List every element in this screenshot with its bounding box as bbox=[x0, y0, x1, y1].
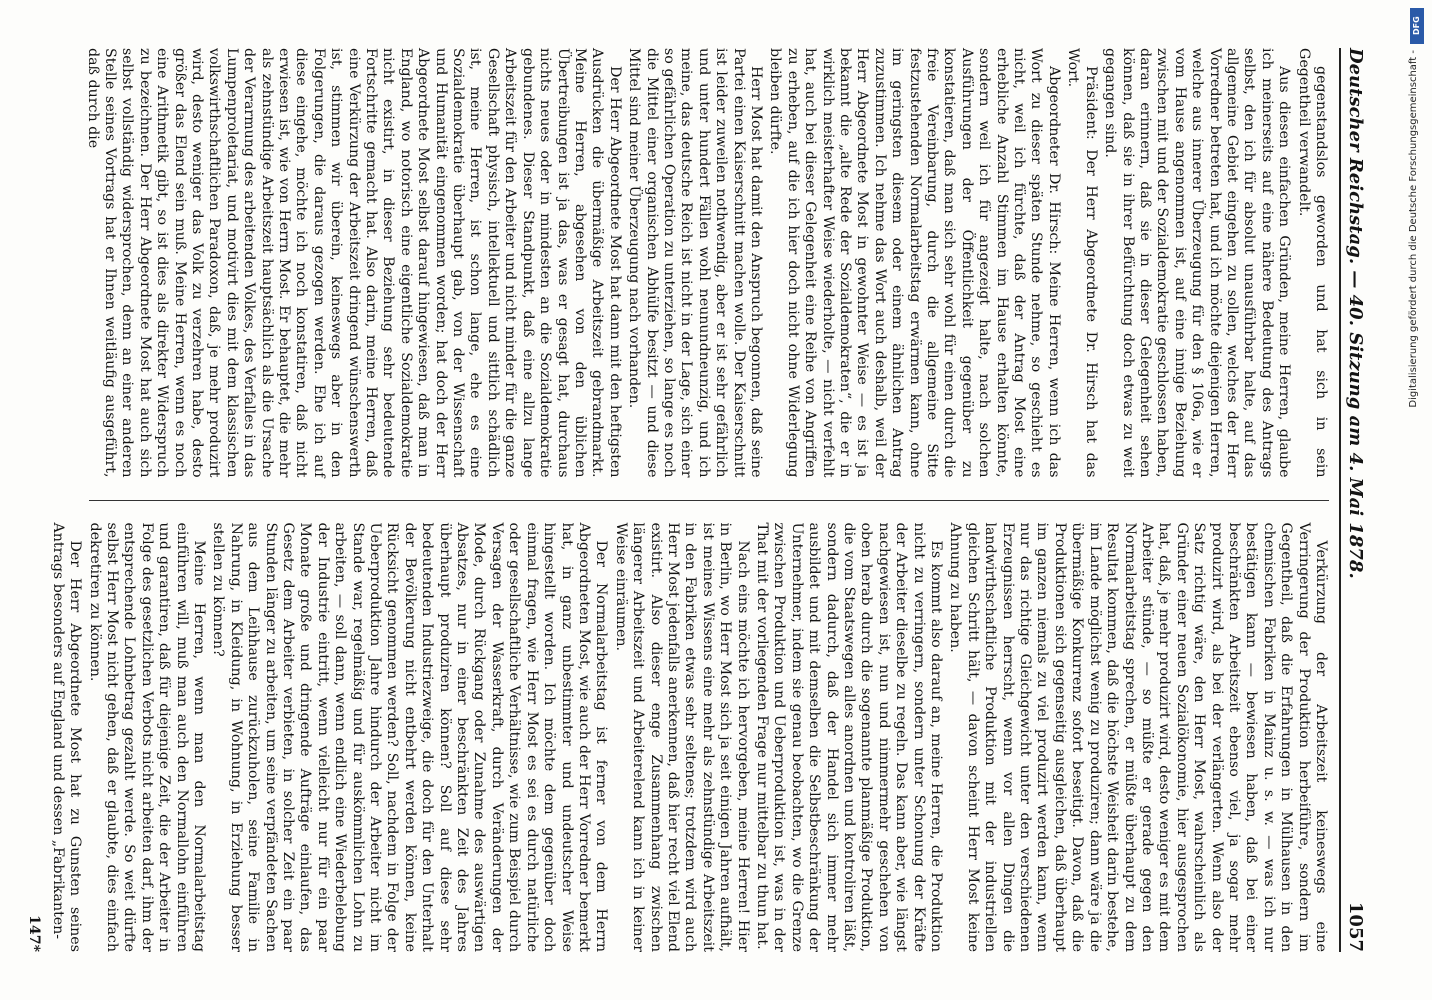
right-column bbox=[26, 522, 1329, 953]
paragraph: Herr Most hat damit den Anspruch begonnen, daß seine Partei einen Kaiserschnitt machen wolle. Der Kaiserschnitt ist leider zuweilen nothwendig, aber er ist sehr gefährlich und unter hundert Fällen wohl neunundneunzig, und ich meine, das deutsche Reich ist nicht in der Lage, sich einer so gefährlichen Operation zu unterziehen, so lange es noch die Mittel einer organischen Abhülfe besitzt — und diese Mittel sind meiner Überzeugung nach vorhanden. bbox=[626, 48, 764, 478]
paragraph: Der Herr Abgeordnete Most hat dann mit den heftigsten Ausdrücken die übermäßige Arbeitszeit gebrandmarkt. Meine Herren, abgesehen von den üblichen Übertreibungen ist ja das, was er gesagt hat, durchaus nichts neues oder in mindesten an die Sozialdemokratie gebundenes. Dieser Standpunkt, daß eine allzu lange Arbeitszeit für den Arbeiter und nicht minder für die ganze Gesellschaft physisch, intellektuell und sittlich schädlich ist, meine Herren, ist schon lange, ehe es eine Sozialdemokratie überhaupt gab, von der Wissenschaft und Humanität eingenommen worden; hat doch der Herr Abgeordnete Most selbst darauf hingewiesen, daß man in England, wo notorisch eine eigentliche Sozialdemokratie nicht existirt, in dieser Beziehung sehr bedeutende Fortschritte gemacht hat. Also darin, meine Herren, daß eine Verkürzung der Arbeitszeit dringend wünschenswerth ist, stimmen wir überein, keineswegs aber in den Folgerungen, die daraus gezogen werden. Ehe ich auf diese eingehe, möchte ich noch konstatiren, daß nicht erwiesen ist, wie von Herrn Most. Er behauptet, die mehr als zehnstündige Arbeitszeit hauptsächlich als die Ursache der Verarmung des arbeitenden Volkes, des Verfalles in das Lumpenproletariat, und motivirt dies mit dem klassischen volkswirthschaftlichen Paradoxon, daß, je mehr produzirt wird, desto weniger das Volk zu verzehren habe, desto größer das Elend sein muß. Meine Herren, wenn es noch eine Arithmetik gibt, so ist dies als direkter Widerspruch zu bezeichnen. Der Herr Abgeordnete Most hat auch sich selbst vollständig widersprochen, denn an einer anderen Stelle seines Vortrags hat er Ihnen weitläufig ausgeführt, daß durch die bbox=[84, 48, 623, 478]
paragraph: Der Herr Abgeordnete Most hat zu Gunsten seines Antrags besonders auf England und dessen „Fabrikanten- bbox=[49, 522, 84, 952]
paragraph: Der Normalarbeitstag ist ferner von dem Herrn Abgeordneten Most, wie auch der Herr Vorredner bemerkt hat, in ganz unbestimmter und undeutscher Weise hingestellt worden. Ich möchte dem gegenüber doch einmal fragen, wie Herr Most es sei es durch natürliche oder gesellschaftliche Verhältnisse, wie zum Beispiel durch Versagen der Wasserkraft, durch Veränderungen der Mode, durch Rückgang oder Zunahme des auswärtigen Absatzes, nur in einer beschränkten Zeit des Jahres überhaupt produziren können? Soll auf diese sehr bedeutenden Industriezweige, die doch für den Unterhalt der Bevölkerung nicht entbehrt werden können, keine Rücksicht genommen werden? Soll, nachdem in Folge der Ueberproduktion Jahre hindurch der Arbeiter nicht im Stande war, regelmäßig und für auskömmlichen Lohn zu arbeiten, — soll dann, wenn endlich eine Wiederbelebung der Industrie eintritt, wenn vielleicht nur für ein paar Monate große und dringende Aufträge einlaufen, das Gesetz dem Arbeiter verbieten, in solcher Zeit ein paar Stunden länger zu arbeiten, um seine verpfändeten Sachen aus dem Leihhause zurückzuholen, seine Familie in Nahrung, in Kleidung, in Wohnung, in Erziehung besser stellen zu können? bbox=[210, 522, 610, 952]
sheet-signature: 147* bbox=[26, 914, 43, 952]
page-header bbox=[1339, 48, 1366, 952]
running-title: Deutscher Reichstag. — 40. Sitzung am 4. Mai 1878. bbox=[1345, 48, 1366, 579]
text-columns bbox=[26, 48, 1329, 952]
rotated-newspaper-page bbox=[26, 20, 1396, 980]
paragraph: Meine Herren, wenn man den Normalarbeitstag einführen will, muß man auch den Normallohn einführen und garantiren, daß für diejenige Zeit, die der Arbeiter in Folge des gesetzlichen Verbots nicht arbeiten darf, ihm der entsprechende Lohnbetrag gezahlt werde. So weit dürfte selbst Herr Most nicht gehen, daß er glaubte, dies einfach dekretiren zu können. bbox=[86, 522, 207, 952]
paragraph: Es kommt also darauf an, meine Herren, die Produktion nicht zu verringern, sondern unter Schonung der Kräfte der Arbeiter dieselbe zu regeln. Das kann aber, wie längst nachgewiesen ist, nun und nimmermehr geschehen von oben herab durch die sogenannte planmäßige Produktion, die vom Staatswegen alles anordnen und kontroliren läßt, sondern dadurch, daß der Handel sich immer mehr ausbildet und mit demselben die Selbstbeschränkung der Unternehmer, indem sie genau beobachten, wo die Grenze zwischen Produktion und Ueberproduktion ist, was in der That mit der vorliegenden Frage nur mittelbar zu thun hat. bbox=[754, 522, 945, 952]
paragraph: Nach eins möchte ich hervorgeben, meine Herren! Hier in Berlin, wo Herr Most sich ja seit einigen Jahren aufhält, ist meines Wissens eine mehr als zehnstündige Arbeitszeit in den Fabriken etwas sehr seltenes; trotzdem wird auch Herr Most jedenfalls anerkennen, daß hier recht viel Elend existirt. Also dieser enge Zusammenhang zwischen längerer Arbeitszeit und Arbeiterelend kann ich in keiner Weise einräumen. bbox=[612, 522, 751, 952]
paragraph: Verkürzung der Arbeitszeit keineswegs eine Verringerung der Produktion herbeiführe, sondern im Gegentheil, daß die Erfahrungen in Mülhausen in den chemischen Fabriken in Mainz u. s. w. — was ich nur bestätigen kann — bewiesen haben, daß bei einer beschränkten Arbeitszeit ebenso viel, ja sogar mehr produzirt wird, als bei der verlängerten. Wenn also der Satz richtig wäre, den Herr Most, wahrscheinlich als Gründer einer neuen Sozialökonomie, hier ausgesprochen hat, daß, je mehr produzirt wird, desto weniger es mit dem Arbeiter stünde, — so müßte er gerade gegen den Normalarbeitstag sprechen, er müßte überhaupt zu dem Resultat kommen, daß die höchste Weisheit darin bestehe, im Lande möglichst wenig zu produziren; dann wäre ja die übermäßige Konkurrenz sofort beseitigt. Davon, daß die Produktionen sich gegenseitig ausgleichen, daß überhaupt im ganzen niemals zu viel produzirt werden kann, wenn nur das richtige Gleichgewicht unter den verschiedenen Erzeugnissen herrscht, wenn vor allen Dingen die landwirthschaftliche Produktion mit der industriellen gleichen Schritt hält, — davon scheint Herr Most keine Ahnung zu haben. bbox=[947, 522, 1329, 952]
page-number: 1057 bbox=[1345, 901, 1366, 952]
paragraph: gegenstandslos geworden und hat sich in sein Gegentheil verwandelt. bbox=[1295, 48, 1329, 478]
dfg-logo: DFG bbox=[1410, 8, 1424, 44]
paragraph: Aus diesen einfachen Gründen, meine Herren, glaube ich meinerseits auf eine nähere Bedeutung des Antrags selbst, den ich für absolut unausführbar halte, auf das allgemeine Gebiet eingehen zu sollen, welches der Herr Vorredner betreten hat, und ich möchte diejenigen Herren, welche aus innerer Überzeugung für den § 106a, wie er vom Hause angenommen ist, auf eine innige Beziehung zwischen mit und der Sozialdemokratie geschlossen haben, daran erinnern, daß sie in dieser Gelegenheit sehen können, daß sie in ihrer Befürchtung doch etwas zu weit gegangen sind. bbox=[1102, 48, 1293, 478]
paragraph: Präsident: Der Herr Abgeordnete Dr. Hirsch hat das Wort. bbox=[1065, 48, 1099, 478]
left-column bbox=[84, 48, 1329, 478]
column-divider bbox=[89, 500, 1329, 501]
paragraph: Abgeordneter Dr. Hirsch: Meine Herren, wenn ich das Wort zu dieser späten Stunde nehme, so geschieht es nicht, weil ich fürchte, daß der Antrag Most eine erhebliche Anzahl Stimmen im Hause erhalten könnte, sondern weil ich für angezeigt halte, nach solchen Ausführungen der Öffentlichkeit gegenüber zu konstatieren, daß man sich sehr wohl für einen durch die freie Vereinbarung, durch die allgemeine Sitte festzustehenden Normalarbeitstag erwärmen kann, ohne im geringsten diesem oder einem ähnlichen Antrag zuzustimmen. Ich nehme das Wort auch deshalb, weil der Herr Abgeordnete Most in gewohnter Weise — es ist ja bekannt die „alte Rede der Sozialdemokraten“, die er in wirklich meisterhafter Weise wiederholte, — nicht verfehlt hat, auch bei dieser Gelegenheit eine Reihe von Angriffen zu erheben, auf die ich hier doch nicht ohne Widerlegung bleiben dürfte. bbox=[767, 48, 1062, 478]
credit-text: Digitalisierung gefördert durch die Deutsche Forschungsgemeinschaft - bbox=[1407, 50, 1419, 408]
digitization-credit bbox=[1400, 50, 1426, 992]
